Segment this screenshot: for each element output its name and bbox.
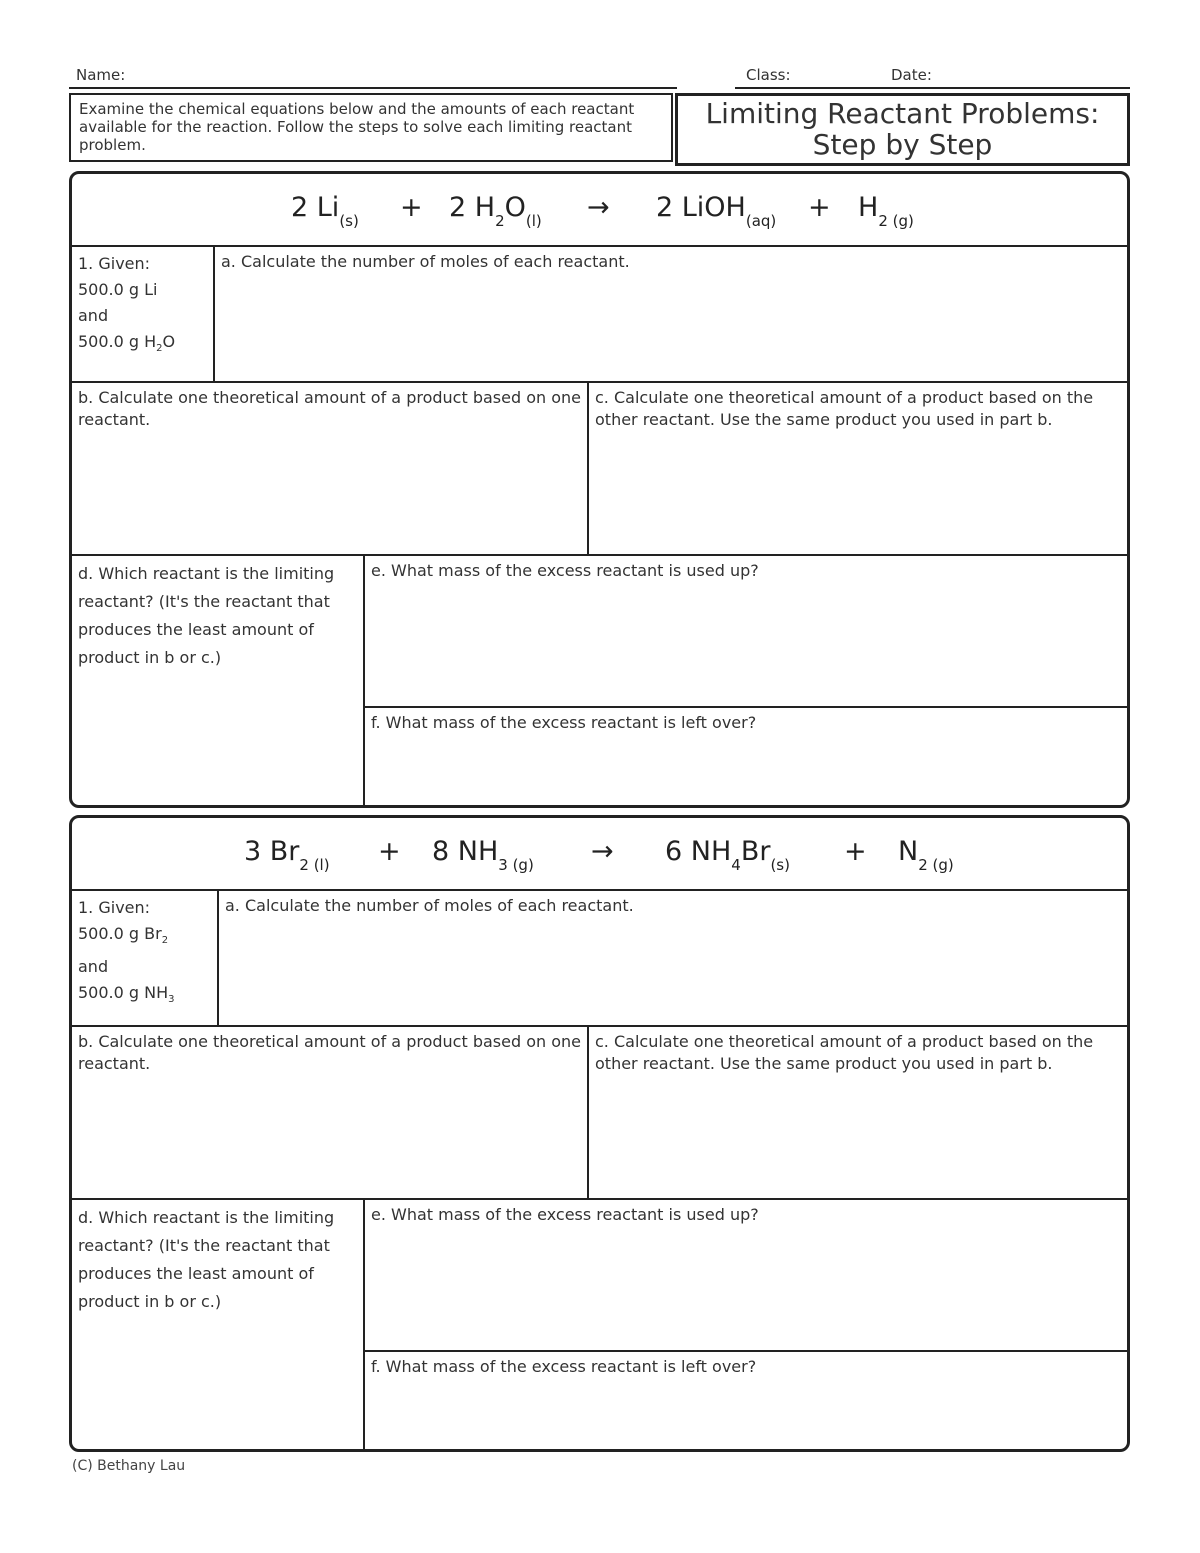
class-label: Class:: [746, 66, 791, 84]
equation-1: [72, 174, 1127, 247]
title-line-1: Limiting Reactant Problems:: [705, 97, 1100, 130]
given-2: [72, 891, 217, 1025]
step-b-box[interactable]: b. Calculate one theoretical amount of a product based on one reactant.: [72, 381, 587, 554]
step-b-box[interactable]: b. Calculate one theoretical amount of a product based on one reactant.: [72, 1025, 587, 1198]
name-line[interactable]: [69, 87, 677, 89]
given-and: and: [78, 306, 109, 325]
step-e-box[interactable]: e. What mass of the excess reactant is used up?: [363, 1198, 1130, 1350]
step-c-box[interactable]: c. Calculate one theoretical amount of a product based on the other reactant. Use the same product you used in part b.: [587, 381, 1130, 554]
copyright: (C) Bethany Lau: [72, 1458, 186, 1474]
step-e-box[interactable]: e. What mass of the excess reactant is used up?: [363, 554, 1130, 706]
instructions-box: Examine the chemical equations below and the amounts of each reactant available for the reaction. Follow the steps to solve each limiting reactant problem.: [69, 93, 673, 162]
given-amount-1: 500.0 g Li: [78, 280, 158, 299]
step-c-box[interactable]: c. Calculate one theoretical amount of a product based on the other reactant. Use the same product you used in part b.: [587, 1025, 1130, 1198]
eq1-plus-1: +: [400, 192, 423, 223]
step-f-box[interactable]: f. What mass of the excess reactant is left over?: [363, 1350, 1130, 1452]
eq2-reactant-2: 8 $NH_{3 (g)}$: [432, 836, 534, 874]
eq2-reactant-1: 3 $Br_{2 (l)}$: [244, 836, 330, 874]
eq1-reactant-2: 2 $H_2O_{(l)}$: [449, 192, 542, 230]
step-d-box[interactable]: d. Which reactant is the limiting reactant? (It's the reactant that produces the least amount of product in b or c.): [72, 554, 363, 808]
step-f-box[interactable]: f. What mass of the excess reactant is left over?: [363, 706, 1130, 808]
title-line-2: Step by Step: [812, 128, 993, 161]
eq2-plus-2: +: [844, 836, 867, 867]
class-date-line[interactable]: [735, 87, 1130, 89]
given-and: and: [78, 957, 109, 977]
eq1-product-2: $H_{2 (g)}$: [858, 192, 914, 230]
eq2-product-2: $N_{2 (g)}$: [898, 836, 954, 874]
eq2-plus-1: +: [378, 836, 401, 867]
eq1-arrow: →: [587, 192, 610, 223]
name-label: Name:: [76, 66, 126, 84]
given-amount-2: 500.0 g $H_2O$: [78, 332, 176, 355]
given-1: [72, 247, 213, 381]
worksheet-title: [675, 93, 1130, 166]
problem-1: [69, 171, 1130, 808]
equation-2: [72, 818, 1127, 891]
step-a-box[interactable]: a. Calculate the number of moles of each reactant.: [213, 247, 1130, 381]
given-label: 1. Given:: [78, 254, 151, 273]
eq1-product-1: 2 LiOH$_{(aq)}$: [656, 192, 777, 230]
given-label: 1. Given:: [78, 898, 151, 917]
step-a-box[interactable]: a. Calculate the number of moles of each reactant.: [217, 891, 1130, 1025]
step-d-box[interactable]: d. Which reactant is the limiting reactant? (It's the reactant that produces the least amount of product in b or c.): [72, 1198, 363, 1452]
eq2-product-1: 6 $NH_4Br_{(s)}$: [665, 836, 790, 874]
date-label: Date:: [891, 66, 932, 84]
given-amount-1: 500.0 g $Br_2$: [78, 924, 169, 947]
eq1-plus-2: +: [808, 192, 831, 223]
eq2-arrow: →: [591, 836, 614, 867]
given-amount-2: 500.0 g $NH_3$: [78, 983, 175, 1006]
eq1-reactant-1: 2 $Li_{(s)}$: [291, 192, 359, 230]
problem-2: [69, 815, 1130, 1452]
